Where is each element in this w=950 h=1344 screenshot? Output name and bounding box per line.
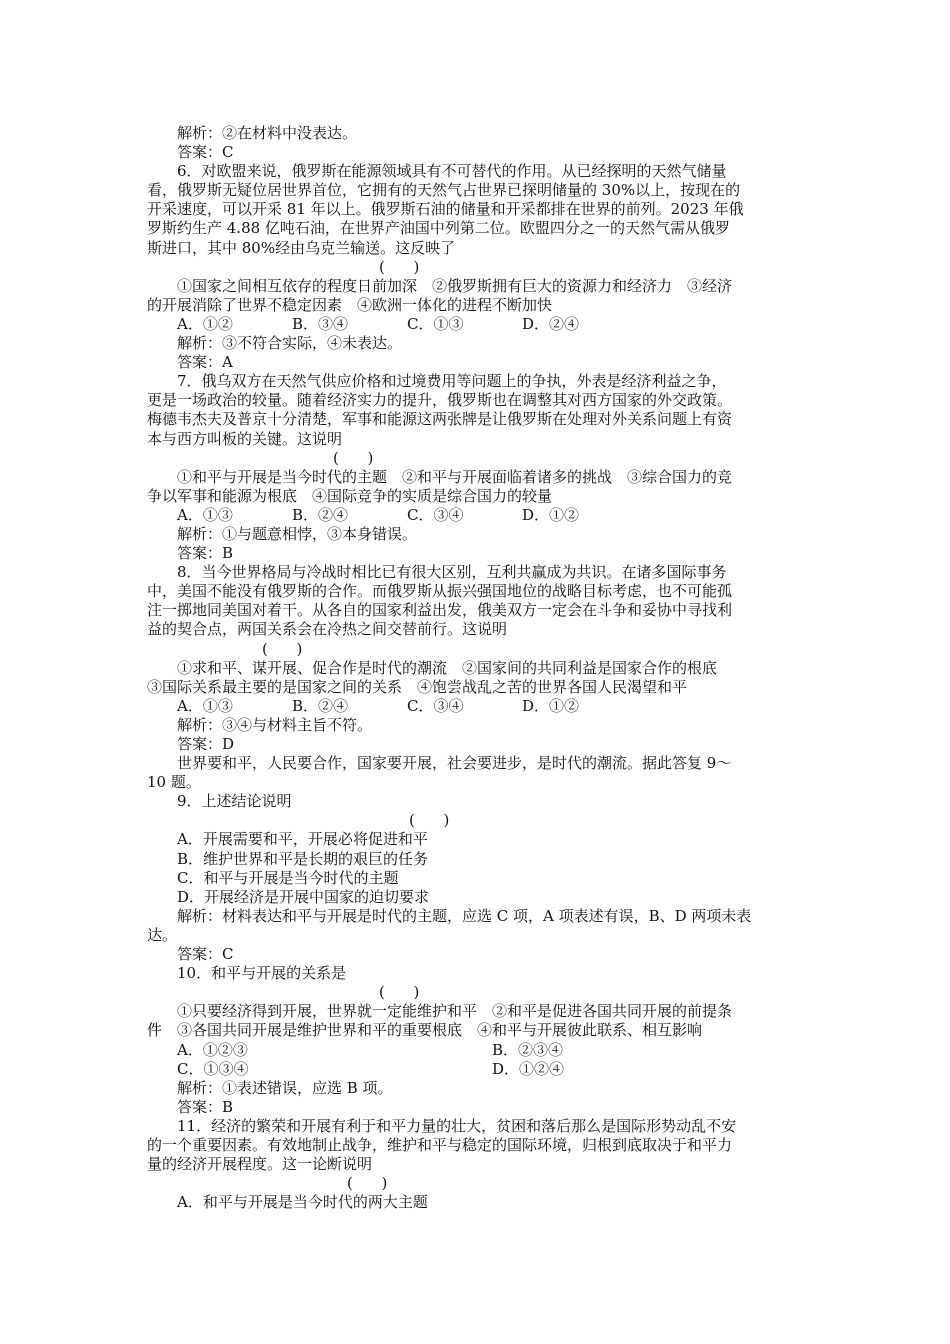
- text-line: 解析：材料表达和平与开展是时代的主题，应选 C 项，A 项表述有误，B、D 两项未表: [177, 906, 752, 925]
- text-line: D．开展经济是开展中国家的迫切要求: [177, 887, 430, 906]
- answer-option: D．②④: [522, 314, 580, 333]
- text-line: A．开展需要和平，开展必将促进和平: [177, 830, 428, 849]
- text-line: 10 题。: [147, 773, 201, 792]
- text-line: 的开展消除了世界不稳定因素 ④欧洲一体化的进程不断加快: [147, 295, 553, 314]
- text-line: 解析：①与题意相悖，③本身错误。: [177, 524, 418, 543]
- answer-option: C．③④: [407, 696, 464, 715]
- text-line: 解析：①表述错误，应选 B 项。: [177, 1078, 393, 1097]
- answer-option: B．③④: [292, 314, 349, 333]
- answer-option: C．①③: [407, 314, 464, 333]
- text-line: 解析：②在材料中没表达。: [177, 124, 358, 142]
- text-line: ①求和平、谋开展、促合作是时代的潮流 ②国家间的共同利益是国家合作的根底: [177, 658, 718, 677]
- text-line: ①只要经济得到开展，世界就一定能维护和平 ②和平是促进各国共同开展的前提条: [177, 1002, 733, 1021]
- answer-options-row: [147, 315, 807, 334]
- text-line: 件 ③各国共同开展是维护世界和平的重要根底 ④和平与开展彼此联系、相互影响: [147, 1021, 703, 1040]
- answer-option: A．①②: [177, 314, 233, 333]
- answer-blank: ( ): [379, 983, 420, 1002]
- text-line: 世界要和平，人民要合作，国家要开展，社会要进步，是时代的潮流。据此答复 9～: [177, 754, 732, 773]
- answer-blank: ( ): [347, 1174, 388, 1193]
- text-line: 本与西方叫板的关键。这说明: [147, 429, 343, 448]
- answer-option: B．②④: [292, 505, 349, 524]
- text-line: 答案：B: [177, 544, 234, 563]
- text-line: ①国家之间相互依存的程度日前加深 ②俄罗斯拥有巨大的资源力和经济力 ③经济: [177, 276, 733, 295]
- text-line: 答案：C: [177, 143, 234, 162]
- text-line: 梅德韦杰夫及普京十分清楚，军事和能源这两张牌是让俄罗斯在处理对外关系问题上有资: [147, 410, 733, 429]
- answer-option: D．①②: [522, 696, 580, 715]
- text-line: 答案：C: [177, 945, 234, 964]
- text-line: 10．和平与开展的关系是: [177, 964, 347, 983]
- answer-option: A．①②③: [177, 1040, 248, 1059]
- answer-option: A．①③: [177, 505, 233, 524]
- answer-blank: ( ): [409, 811, 450, 830]
- answer-blank: ( ): [333, 448, 374, 467]
- answer-option: B．②③④: [492, 1040, 564, 1059]
- answer-blank: ( ): [262, 639, 303, 658]
- text-line: 8．当今世界格局与冷战时相比已有很大区别，互利共赢成为共识。在诸多国际事务: [177, 563, 727, 582]
- text-line: 看，俄罗斯无疑位居世界首位，它拥有的天然气占世界已探明储量的 30%以上，按现在的: [147, 181, 741, 200]
- text-line: B．维护世界和平是长期的艰巨的任务: [177, 849, 429, 868]
- answer-option: B．②④: [292, 696, 349, 715]
- answer-option: D．①②④: [492, 1059, 565, 1078]
- text-line: 注一掷地同美国对着干。从各自的国家利益出发，俄美双方一定会在斗争和妥协中寻找利: [147, 601, 733, 620]
- answer-option: A．①③: [177, 696, 233, 715]
- text-line: 开采速度，可以开采 81 年以上。俄罗斯石油的储量和开采都排在世界的前列。2023 年俄: [147, 200, 744, 219]
- answer-option: C．①③④: [177, 1059, 249, 1078]
- text-line: 争以军事和能源为根底 ④国际竞争的实质是综合国力的较量: [147, 486, 553, 505]
- text-line: A．和平与开展是当今时代的两大主题: [177, 1193, 428, 1212]
- answer-options-row: [147, 506, 807, 525]
- answer-options-row: [147, 1060, 807, 1079]
- answer-options-row: [147, 697, 807, 716]
- document-page: [147, 124, 807, 1212]
- text-line: 9．上述结论说明: [177, 792, 292, 811]
- text-line: 益的契合点，两国关系会在冷热之间交替前行。这说明: [147, 620, 508, 639]
- text-line: 中，美国不能没有俄罗斯的合作。而俄罗斯从振兴强国地位的战略目标考虑，也不可能孤: [147, 582, 733, 601]
- text-line: 11．经济的繁荣和开展有利于和平力量的壮大，贫困和落后那么是国际形势动乱不安: [177, 1116, 737, 1135]
- text-line: 解析：③④与材料主旨不符。: [177, 715, 373, 734]
- text-line: ③国际关系最主要的是国家之间的关系 ④饱尝战乱之苦的世界各国人民渴望和平: [147, 677, 688, 696]
- text-line: ①和平与开展是当今时代的主题 ②和平与开展面临着诸多的挑战 ③综合国力的竞: [177, 467, 733, 486]
- text-line: 答案：A: [177, 353, 233, 372]
- text-line: C．和平与开展是当今时代的主题: [177, 868, 399, 887]
- text-line: 斯进口，其中 80%经由乌克兰输送。这反映了: [147, 238, 456, 257]
- text-line: 6．对欧盟来说，俄罗斯在能源领域具有不可替代的作用。从已经探明的天然气储量: [177, 162, 727, 181]
- text-line: 解析：③不符合实际，④未表达。: [177, 334, 403, 353]
- answer-option: C．③④: [407, 505, 464, 524]
- answer-blank: ( ): [379, 257, 420, 276]
- text-line: 的一个重要因素。有效地制止战争，维护和平与稳定的国际环境，归根到底取决于和平力: [147, 1135, 733, 1154]
- text-line: 量的经济开展程度。这一论断说明: [147, 1155, 373, 1174]
- answer-options-row: [147, 1041, 807, 1060]
- text-line: 答案：B: [177, 1097, 234, 1116]
- text-line: 答案：D: [177, 735, 235, 753]
- text-line: 罗斯约生产 4.88 亿吨石油，在世界产油国中列第二位。欧盟四分之一的天然气需从俄罗: [147, 219, 730, 238]
- answer-option: D．①②: [522, 505, 580, 524]
- text-line: 达。: [147, 925, 178, 944]
- text-line: 7．俄乌双方在天然气供应价格和过境费用等问题上的争执，外表是经济利益之争，: [177, 372, 727, 391]
- text-line: 更是一场政治的较量。随着经济实力的提升，俄罗斯也在调整其对西方国家的外交政策。: [147, 391, 733, 410]
